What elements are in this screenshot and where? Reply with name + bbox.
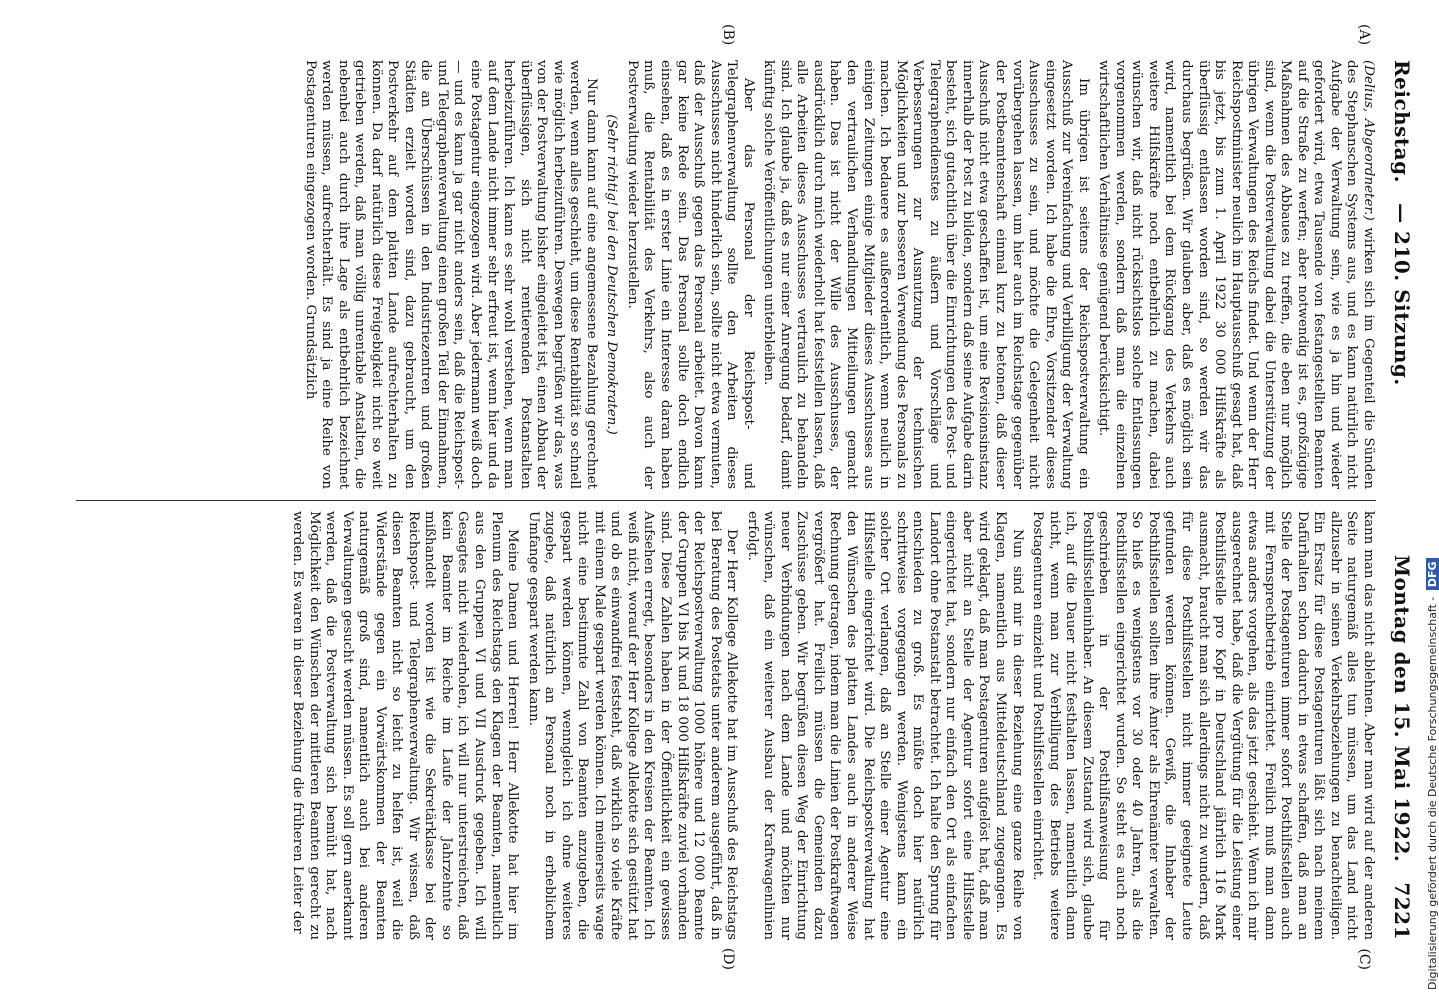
document-page xyxy=(40,20,1432,970)
digitization-credit xyxy=(1426,0,1439,990)
credit-text: Digitalisierung gefördert durch die Deutsche Forschungsgemeinschaft - xyxy=(1426,596,1439,990)
page-number: 7221 xyxy=(1390,882,1414,940)
paragraph: Nun sind mir in dieser Beziehung eine ganze Reihe von Klagen, namentlich aus Mitteldeutschland zugegangen. Es wird geklagt, daß man Postagenturen aufgelöst hat, daß man aber nicht an Stelle der Agentur sofort eine Hilfsstelle eingerichtet hat, sondern nur einfach den Ort als einfachen Landort ohne Postanstalt betrachtet. Ich halte den Sprung für entschieden zu groß. Es müßte doch hier natürlich schrittweise vorgegangen werden. Wenigstens kann ein solcher Ort verlangen, daß an Stelle einer Agentur eine Hilfsstelle eingerichtet wird. Die Reichspostverwaltung hat den Wünschen des platten Landes auch in anderer Weise Rechnung getragen, indem man die Linien der Postkraftwagen vergrößert hat. Freilich müssen die Gemeinden dazu Zuschüsse geben. Wir begrüßen diesen Weg der Einrichtung neuer Verbindungen nach dem Lande und möchten nur wünschen, daß ein weiterer Ausbau der Kraftwagenlinien erfolgt. xyxy=(744,511,1025,940)
page-header xyxy=(1384,60,1414,940)
text-columns xyxy=(76,24,1376,970)
paragraph: Der Herr Kollege Allekotte hat im Ausschuß des Reichstags bei Beratung des Postetats unter anderem ausgeführt, daß in der Reichspostverwaltung 1000 höhere und 12 000 Beamte der Gruppen VI bis IX und 18 000 Hilfskräfte zuviel vorhanden sind. Diese Zahlen haben in der Öffentlichkeit ein gewisses Aufsehen erregt, besonders in den Kreisen der Beamten. Ich weiß nicht, worauf der Herr Kollege Allekotte sich gestützt hat und ob es einwandfrei feststeht, daß wirklich so viele Kräfte mit einem Male gespart werden können. Ich meinerseits wage nicht eine bestimmte Zahl von Beamten anzugeben, die gespart werden können, wenngleich ich ohne weiteres zugebe, daß natürlich an Personal noch in erheblichem Umfange gespart werden kann. xyxy=(525,511,740,940)
interjection: (Sehr richtig! bei den Deutschen Demokraten.) xyxy=(604,114,620,435)
paragraph: Aber das Personal der Reichspost- und Telegraphenverwaltung sollte den Arbeiten dieses Ausschusses nicht hinderlich sein, sollte nicht etwa vermuten, daß der Ausschuß gegen das Personal arbeitet. Davon kann gar keine Rede sein. Das Personal sollte doch endlich einsehen, daß es in erster Linie ein Interesse daran haben muß, die Rentabilität des Verkehrs, also auch der Postverwaltung wieder herzustellen. xyxy=(624,60,756,489)
paragraph xyxy=(1095,60,1376,489)
margin-letter-c: (C) xyxy=(1356,948,1372,970)
paragraph: Nur dann kann auf eine angemessene Bezahlung gerechnet werden, wenn alles geschieht, um diese Rentabilität so schnell wie möglich herbeizuführen. Deswegen begrüßen wir das, was von der Postverwaltung bisher eingeleitet ist, einen Abbau der überflüssigen, sich nicht rentierenden Postanstalten herbeizuführen. Ich kann es sehr wohl verstehen, wenn man auf dem Lande nicht immer sehr erfreut ist, wenn hier und da eine Postagentur eingezogen wird. Aber jedermann weiß doch — und es kann ja gar nicht anders sein, daß die Reichspost- und Telegraphenverwaltung einen großen Teil der Einnahmen, die an Überschüssen in den Industriezentren und großen Städten erzielt worden sind, dazu gebraucht, um den Postverkehr auf dem platten Lande aufrechterhalten zu können. Da darf natürlich diese Freigebigkeit nicht so weit getrieben werden, daß man völlig unrentable Anstalten, die nebenbei auch durch ihre Lage als entbehrlich bezeichnet werden müssen, aufrechterhält. Es sind ja eine Reihe von Postagenturen eingezogen worden. Grundsätzlich xyxy=(302,60,599,489)
margin-letter-a: (A) xyxy=(1356,24,1372,46)
paragraph: Meine Damen und Herren! Herr Allekotte hat hier im Plenum des Reichstags den Klagen der Beamten, namentlich aus den Gruppen VI und VII Ausdruck gegeben. Ich will Gesagtes nicht wiederholen, ich will nur unterstreichen, daß kein Beamter im Reiche im Laufe der Jahrzehnte so mißhandelt worden ist wie die Sekretärklasse bei der Reichspost- und Telegraphenverwaltung. Wir wissen, daß diesen Beamten nicht so leicht zu helfen ist, weil die Widerstände gegen ein Vorwärtskommen der Beamten naturgemäß groß sind, namentlich auch bei anderen Verwaltungen gesucht werden müssen. Es soll gern anerkannt werden, daß die Postverwaltung sich bemüht hat, nach Möglichkeit den Wünschen der mittleren Beamten gerecht zu werden. Es waren in dieser Beziehung die früheren Leiter der xyxy=(290,511,521,940)
paragraph: kann man das nicht ablehnen. Aber man wird auf der anderen Seite naturgemäß alles tun müssen, um das Land nicht allzusehr in seinen Verkehrsbeziehungen zu benachteiligen. Ein Ersatz für diese Postagenturen läßt sich nach meinem Dafürhalten schon dadurch in etwas schaffen, daß man an Stelle der Postagenturen immer sofort Posthilfsstellen auch mit Fernsprechbetrieb einrichtet. Freilich muß man dann etwas anders vorgehen, als das jetzt geschieht. Wenn ich mir ausgerechnet habe, daß die Vergütung für die Leistung einer Posthilfsstelle pro Kopf in Deutschland jährlich 116 Mark ausmacht, braucht man sich allerdings nicht zu wundern, daß für diese Posthilfsstellen nicht immer geeignete Leute gefunden werden können. Gewiß, die Inhaber der Posthilfsstellen sollten ihre Ämter als Ehrenämter verwalten. So hieß es wenigstens vor 30 oder 40 Jahren, als die Posthilfsstellen eingerichtet wurden. So steht es auch noch geschrieben in der Posthilfsanweisung für Posthilfsstelleninhaber. An diesem Zustand wird sich, glaube ich, auf die Dauer nicht festhalten lassen, namentlich dann nicht, wenn man zur Verbilligung des Betriebs weitere Postagenturen einzieht und Posthilfsstellen einrichtet. xyxy=(1030,511,1376,940)
paragraph: Im übrigen ist seitens der Reichspostverwaltung ein Ausschuß zur Vereinfachung und Verbilligung der Verwaltung eingesetzt worden. Ich habe die Ehre, Vorsitzender dieses Ausschusses zu sein, und möchte die Gelegenheit nicht vorübergehen lassen, um hier auch im Reichstage gegenüber der Postbeamtenschaft einmal kurz zu betonen, daß dieser Ausschuß nicht etwa geschaffen ist, um eine Revisionsinstanz innerhalb der Post zu bilden, sondern daß seine Aufgabe darin besteht, sich gutachtlich über die Einrichtungen des Post- und Telegraphendienstes zu äußern und Vorschläge und Verbesserungen zur Ausnutzung der technischen Möglichkeiten und zur besseren Verwendung des Personals zu machen. Ich bedauere es außerordentlich, wenn neulich in einigen Zeitungen einige Mitglieder dieses Ausschusses aus den vertraulichen Verhandlungen Mitteilungen gemacht haben. Das ist nicht der Wille des Ausschusses, der ausdrücklich durch mich wiederholt hat feststellen lassen, daß alle Arbeiten dieses Ausschusses vertraulich zu behandeln sind. Ich glaube ja, daß es nur einer Anregung bedarf, damit künftig solche Veröffentlichungen unterbleiben. xyxy=(761,60,1091,489)
header-session: — 210. Sitzung. xyxy=(1390,203,1414,386)
column-divider xyxy=(76,500,1376,501)
speaker-label: (Delius, Abgeordneter.) xyxy=(1361,60,1376,221)
dfg-logo-text: DFG xyxy=(1426,558,1439,590)
margin-letter-b: (B) xyxy=(720,24,736,46)
left-column xyxy=(76,60,1376,489)
header-title: Reichstag. xyxy=(1390,60,1414,184)
header-date: Montag den 15. Mai 1922. xyxy=(1390,554,1414,863)
right-column xyxy=(76,511,1376,940)
paragraph-text: wirken sich im Gegenteil die Sünden des Stephanschen Systems aus, und es kann natürlich nicht Aufgabe der Verwaltung sein, wie es ja hin und wieder gefordert wird, etwa Tausende von festangestellten Beamten auf die Straße zu werfen; aber notwendig ist es, großzügige Maßnahmen des Abbaues zu treffen, die eben nur möglich sind, wenn die Postverwaltung dabei die Unterstützung der übrigen Verwaltungen des Reichs findet. Und wenn der Herr Reichspostminister neulich im Hauptausschuß gesagt hat, daß bis jetzt, bis zum 1. April 1922 30 000 Hilfskräfte als überflüssig entlassen worden sind, so werden wir das durchaus begrüßen. Wir glauben aber, daß es möglich sein wird, namentlich bei dem Rückgang des Verkehrs auch weitere Hilfskräfte noch entbehrlich zu machen, dabei wünschen wir, daß nicht rücksichtslos solche Entlassungen vorgenommen werden, sondern daß man die einzelnen wirtschaftlichen Verhältnisse genügend berücksichtigt. xyxy=(1096,60,1376,489)
margin-letter-d: (D) xyxy=(720,947,736,970)
